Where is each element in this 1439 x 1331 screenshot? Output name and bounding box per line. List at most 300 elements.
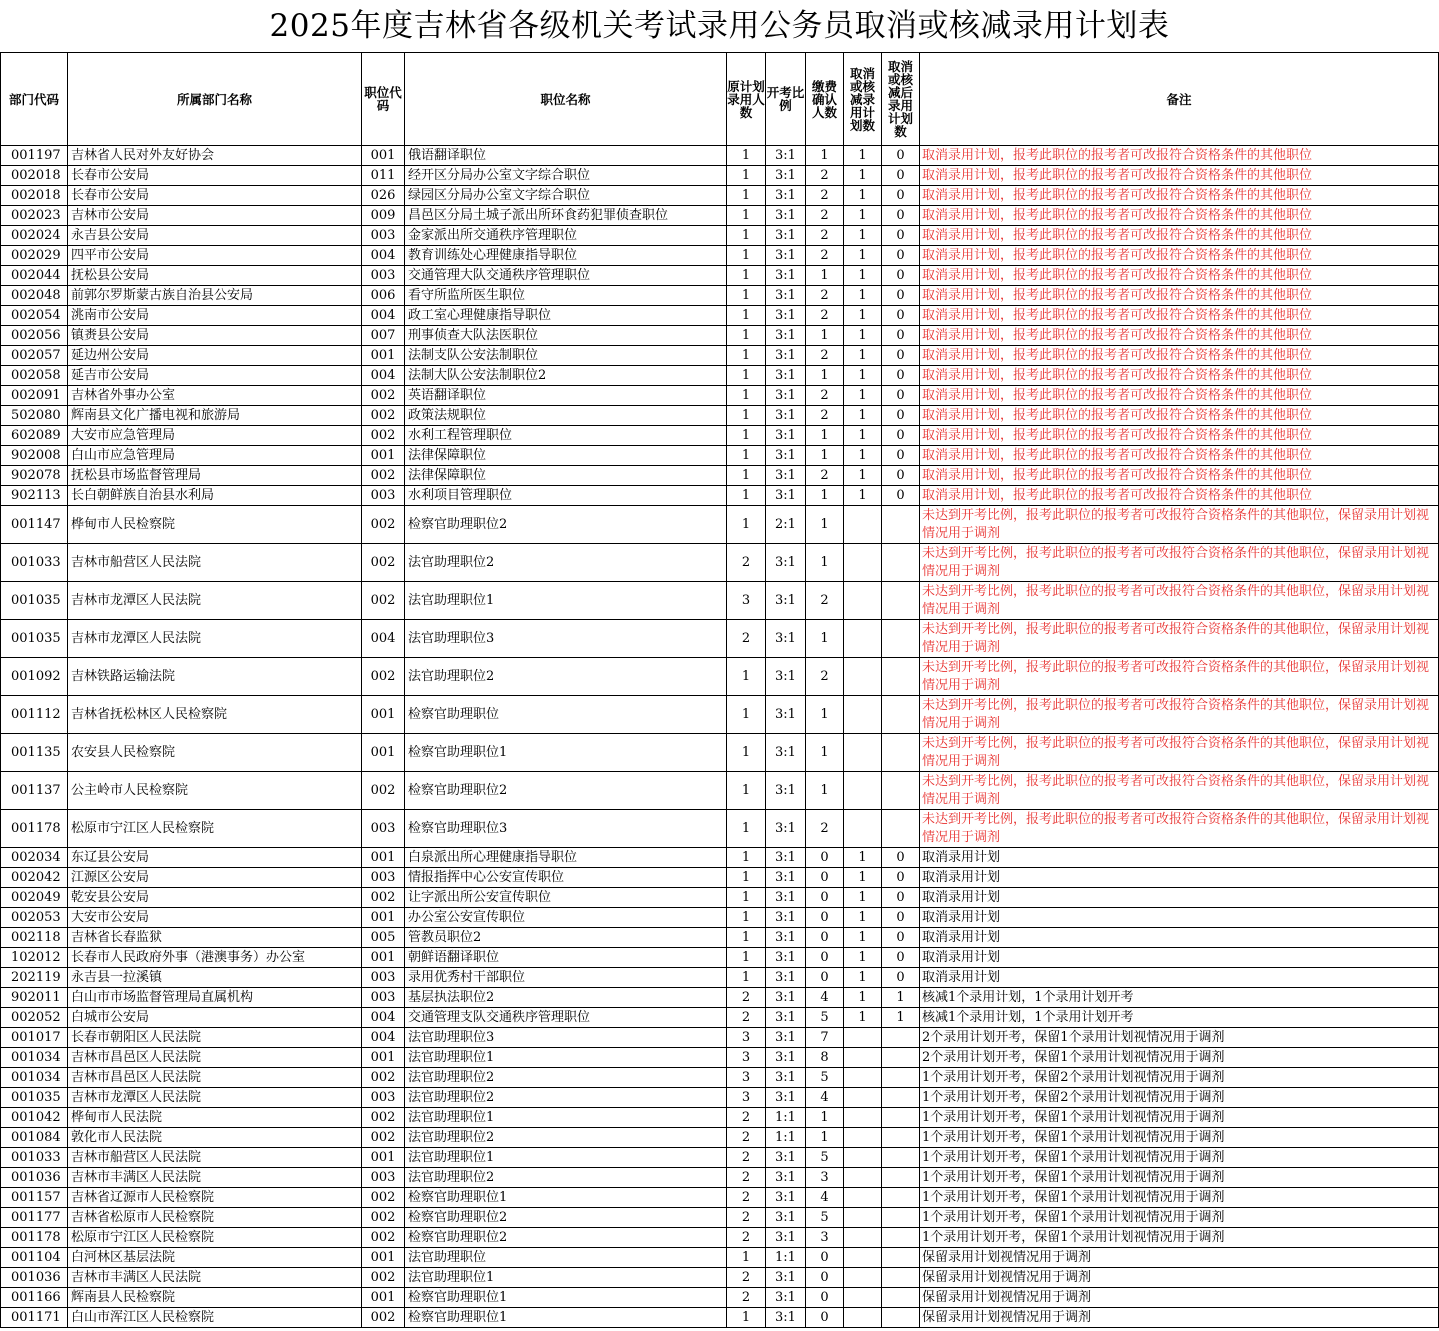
dept-code-cell: 001137 bbox=[1, 772, 68, 810]
original-plan-cell: 1 bbox=[727, 734, 766, 772]
cancelled-count-cell bbox=[844, 1208, 882, 1228]
dept-name-cell: 长春市人民政府外事（港澳事务）办公室 bbox=[68, 948, 362, 968]
header-remarks: 备注 bbox=[920, 53, 1439, 146]
position-code-cell: 002 bbox=[362, 658, 405, 696]
cancelled-count-cell: 1 bbox=[844, 146, 882, 166]
remarks-cell: 未达到开考比例，报考此职位的报考者可改报符合资格条件的其他职位，保留录用计划视情况用于调剂 bbox=[920, 582, 1439, 620]
table-row bbox=[1, 246, 1439, 266]
cancelled-count-cell: 1 bbox=[844, 948, 882, 968]
dept-code-cell: 002024 bbox=[1, 226, 68, 246]
dept-name-cell: 吉林市龙潭区人民法院 bbox=[68, 620, 362, 658]
original-plan-cell: 2 bbox=[727, 988, 766, 1008]
dept-name-cell: 农安县人民检察院 bbox=[68, 734, 362, 772]
cancelled-count-cell: 1 bbox=[844, 908, 882, 928]
dept-code-cell: 001084 bbox=[1, 1128, 68, 1148]
position-code-cell: 003 bbox=[362, 486, 405, 506]
dept-name-cell: 永吉县一拉溪镇 bbox=[68, 968, 362, 988]
original-plan-cell: 2 bbox=[727, 1148, 766, 1168]
cancelled-count-cell bbox=[844, 1168, 882, 1188]
remaining-count-cell bbox=[882, 1268, 920, 1288]
remaining-count-cell: 0 bbox=[882, 848, 920, 868]
remaining-count-cell: 0 bbox=[882, 446, 920, 466]
dept-code-cell: 002018 bbox=[1, 166, 68, 186]
position-name-cell: 法官助理职位1 bbox=[405, 1148, 727, 1168]
exam-ratio-cell: 3:1 bbox=[766, 620, 806, 658]
dept-name-cell: 吉林市昌邑区人民法院 bbox=[68, 1068, 362, 1088]
cancelled-count-cell bbox=[844, 734, 882, 772]
remarks-cell: 取消录用计划 bbox=[920, 868, 1439, 888]
remarks-cell: 取消录用计划，报考此职位的报考者可改报符合资格条件的其他职位 bbox=[920, 206, 1439, 226]
confirmed-count-cell: 0 bbox=[806, 868, 844, 888]
table-row bbox=[1, 772, 1439, 810]
cancelled-count-cell: 1 bbox=[844, 206, 882, 226]
dept-code-cell: 001178 bbox=[1, 1228, 68, 1248]
confirmed-count-cell: 1 bbox=[806, 266, 844, 286]
remarks-cell: 1个录用计划开考，保留1个录用计划视情况用于调剂 bbox=[920, 1148, 1439, 1168]
cancelled-count-cell bbox=[844, 1308, 882, 1328]
cancelled-count-cell bbox=[844, 1128, 882, 1148]
original-plan-cell: 1 bbox=[727, 848, 766, 868]
remarks-cell: 保留录用计划视情况用于调剂 bbox=[920, 1288, 1439, 1308]
header-cancelled-count: 取消或核减录用计划数 bbox=[844, 53, 882, 146]
remarks-cell: 取消录用计划 bbox=[920, 968, 1439, 988]
position-code-cell: 004 bbox=[362, 620, 405, 658]
dept-name-cell: 吉林市昌邑区人民法院 bbox=[68, 1048, 362, 1068]
table-row bbox=[1, 146, 1439, 166]
position-name-cell: 法律保障职位 bbox=[405, 466, 727, 486]
dept-code-cell: 001166 bbox=[1, 1288, 68, 1308]
table-row bbox=[1, 166, 1439, 186]
remaining-count-cell: 0 bbox=[882, 186, 920, 206]
exam-ratio-cell: 3:1 bbox=[766, 696, 806, 734]
cancelled-count-cell bbox=[844, 1028, 882, 1048]
position-code-cell: 003 bbox=[362, 810, 405, 848]
cancelled-count-cell: 1 bbox=[844, 968, 882, 988]
remarks-cell: 未达到开考比例，报考此职位的报考者可改报符合资格条件的其他职位，保留录用计划视情况用于调剂 bbox=[920, 506, 1439, 544]
position-name-cell: 法官助理职位1 bbox=[405, 582, 727, 620]
position-code-cell: 003 bbox=[362, 968, 405, 988]
position-name-cell: 教育训练处心理健康指导职位 bbox=[405, 246, 727, 266]
remarks-cell: 保留录用计划视情况用于调剂 bbox=[920, 1248, 1439, 1268]
exam-ratio-cell: 3:1 bbox=[766, 1048, 806, 1068]
dept-code-cell: 002018 bbox=[1, 186, 68, 206]
table-row bbox=[1, 406, 1439, 426]
remarks-cell: 1个录用计划开考，保留1个录用计划视情况用于调剂 bbox=[920, 1228, 1439, 1248]
table-row bbox=[1, 386, 1439, 406]
position-name-cell: 水利项目管理职位 bbox=[405, 486, 727, 506]
cancelled-count-cell: 1 bbox=[844, 446, 882, 466]
table-row bbox=[1, 1228, 1439, 1248]
dept-code-cell: 002023 bbox=[1, 206, 68, 226]
position-code-cell: 002 bbox=[362, 1108, 405, 1128]
remaining-count-cell: 0 bbox=[882, 426, 920, 446]
remaining-count-cell: 0 bbox=[882, 326, 920, 346]
dept-name-cell: 抚松县市场监督管理局 bbox=[68, 466, 362, 486]
position-code-cell: 006 bbox=[362, 286, 405, 306]
confirmed-count-cell: 2 bbox=[806, 206, 844, 226]
dept-name-cell: 吉林省辽源市人民检察院 bbox=[68, 1188, 362, 1208]
exam-ratio-cell: 3:1 bbox=[766, 306, 806, 326]
table-row bbox=[1, 326, 1439, 346]
dept-name-cell: 白山市应急管理局 bbox=[68, 446, 362, 466]
remaining-count-cell: 0 bbox=[882, 206, 920, 226]
confirmed-count-cell: 1 bbox=[806, 620, 844, 658]
dept-code-cell: 002091 bbox=[1, 386, 68, 406]
exam-ratio-cell: 3:1 bbox=[766, 988, 806, 1008]
exam-ratio-cell: 3:1 bbox=[766, 582, 806, 620]
dept-code-cell: 001197 bbox=[1, 146, 68, 166]
table-row bbox=[1, 466, 1439, 486]
original-plan-cell: 1 bbox=[727, 928, 766, 948]
original-plan-cell: 1 bbox=[727, 346, 766, 366]
confirmed-count-cell: 2 bbox=[806, 466, 844, 486]
exam-ratio-cell: 3:1 bbox=[766, 486, 806, 506]
position-code-cell: 002 bbox=[362, 1188, 405, 1208]
dept-name-cell: 白河林区基层法院 bbox=[68, 1248, 362, 1268]
remarks-cell: 取消录用计划，报考此职位的报考者可改报符合资格条件的其他职位 bbox=[920, 266, 1439, 286]
cancelled-count-cell: 1 bbox=[844, 386, 882, 406]
remarks-cell: 取消录用计划，报考此职位的报考者可改报符合资格条件的其他职位 bbox=[920, 166, 1439, 186]
cancelled-count-cell: 1 bbox=[844, 848, 882, 868]
remaining-count-cell: 0 bbox=[882, 386, 920, 406]
dept-name-cell: 桦甸市人民法院 bbox=[68, 1108, 362, 1128]
table-row bbox=[1, 968, 1439, 988]
header-exam-ratio: 开考比例 bbox=[766, 53, 806, 146]
dept-name-cell: 吉林省长春监狱 bbox=[68, 928, 362, 948]
dept-code-cell: 001177 bbox=[1, 1208, 68, 1228]
original-plan-cell: 1 bbox=[727, 868, 766, 888]
remaining-count-cell bbox=[882, 696, 920, 734]
exam-ratio-cell: 3:1 bbox=[766, 1068, 806, 1088]
position-code-cell: 004 bbox=[362, 366, 405, 386]
dept-name-cell: 桦甸市人民检察院 bbox=[68, 506, 362, 544]
position-name-cell: 交通管理支队交通秩序管理职位 bbox=[405, 1008, 727, 1028]
dept-name-cell: 辉南县人民检察院 bbox=[68, 1288, 362, 1308]
dept-name-cell: 东辽县公安局 bbox=[68, 848, 362, 868]
dept-code-cell: 001035 bbox=[1, 620, 68, 658]
table-row bbox=[1, 346, 1439, 366]
remaining-count-cell bbox=[882, 1088, 920, 1108]
remaining-count-cell: 0 bbox=[882, 166, 920, 186]
position-name-cell: 法制大队公安法制职位2 bbox=[405, 366, 727, 386]
position-name-cell: 管教员职位2 bbox=[405, 928, 727, 948]
exam-ratio-cell: 3:1 bbox=[766, 266, 806, 286]
exam-ratio-cell: 3:1 bbox=[766, 1168, 806, 1188]
dept-code-cell: 001033 bbox=[1, 1148, 68, 1168]
exam-ratio-cell: 3:1 bbox=[766, 888, 806, 908]
original-plan-cell: 1 bbox=[727, 146, 766, 166]
table-row bbox=[1, 1288, 1439, 1308]
table-row bbox=[1, 810, 1439, 848]
remaining-count-cell: 0 bbox=[882, 868, 920, 888]
original-plan-cell: 2 bbox=[727, 1268, 766, 1288]
cancelled-count-cell: 1 bbox=[844, 186, 882, 206]
dept-code-cell: 001035 bbox=[1, 1088, 68, 1108]
confirmed-count-cell: 1 bbox=[806, 696, 844, 734]
confirmed-count-cell: 2 bbox=[806, 810, 844, 848]
exam-ratio-cell: 3:1 bbox=[766, 1308, 806, 1328]
original-plan-cell: 2 bbox=[727, 1108, 766, 1128]
original-plan-cell: 1 bbox=[727, 658, 766, 696]
cancelled-count-cell bbox=[844, 506, 882, 544]
original-plan-cell: 3 bbox=[727, 1048, 766, 1068]
exam-ratio-cell: 3:1 bbox=[766, 1288, 806, 1308]
exam-ratio-cell: 3:1 bbox=[766, 1208, 806, 1228]
remarks-cell: 1个录用计划开考，保留1个录用计划视情况用于调剂 bbox=[920, 1128, 1439, 1148]
table-row bbox=[1, 888, 1439, 908]
position-code-cell: 002 bbox=[362, 888, 405, 908]
position-name-cell: 交通管理大队交通秩序管理职位 bbox=[405, 266, 727, 286]
confirmed-count-cell: 1 bbox=[806, 446, 844, 466]
original-plan-cell: 1 bbox=[727, 226, 766, 246]
confirmed-count-cell: 1 bbox=[806, 426, 844, 446]
cancelled-count-cell bbox=[844, 1148, 882, 1168]
remaining-count-cell bbox=[882, 1048, 920, 1068]
table-row bbox=[1, 506, 1439, 544]
cancelled-count-cell: 1 bbox=[844, 346, 882, 366]
remarks-cell: 取消录用计划，报考此职位的报考者可改报符合资格条件的其他职位 bbox=[920, 486, 1439, 506]
confirmed-count-cell: 3 bbox=[806, 1228, 844, 1248]
remaining-count-cell bbox=[882, 1108, 920, 1128]
position-name-cell: 检察官助理职位3 bbox=[405, 810, 727, 848]
exam-ratio-cell: 3:1 bbox=[766, 1228, 806, 1248]
dept-code-cell: 001035 bbox=[1, 582, 68, 620]
remarks-cell: 取消录用计划 bbox=[920, 948, 1439, 968]
exam-ratio-cell: 3:1 bbox=[766, 1268, 806, 1288]
original-plan-cell: 1 bbox=[727, 426, 766, 446]
remaining-count-cell: 0 bbox=[882, 888, 920, 908]
dept-name-cell: 长春市朝阳区人民法院 bbox=[68, 1028, 362, 1048]
dept-code-cell: 902011 bbox=[1, 988, 68, 1008]
cancelled-count-cell bbox=[844, 1268, 882, 1288]
remarks-cell: 取消录用计划，报考此职位的报考者可改报符合资格条件的其他职位 bbox=[920, 406, 1439, 426]
dept-code-cell: 102012 bbox=[1, 948, 68, 968]
remarks-cell: 未达到开考比例，报考此职位的报考者可改报符合资格条件的其他职位，保留录用计划视情况用于调剂 bbox=[920, 620, 1439, 658]
original-plan-cell: 1 bbox=[727, 286, 766, 306]
original-plan-cell: 2 bbox=[727, 620, 766, 658]
position-code-cell: 002 bbox=[362, 1228, 405, 1248]
original-plan-cell: 1 bbox=[727, 206, 766, 226]
cancelled-count-cell bbox=[844, 544, 882, 582]
table-row bbox=[1, 658, 1439, 696]
original-plan-cell: 1 bbox=[727, 908, 766, 928]
confirmed-count-cell: 0 bbox=[806, 888, 844, 908]
position-code-cell: 002 bbox=[362, 772, 405, 810]
confirmed-count-cell: 1 bbox=[806, 486, 844, 506]
confirmed-count-cell: 0 bbox=[806, 1288, 844, 1308]
position-name-cell: 法官助理职位3 bbox=[405, 1028, 727, 1048]
table-row bbox=[1, 186, 1439, 206]
original-plan-cell: 2 bbox=[727, 1008, 766, 1028]
original-plan-cell: 1 bbox=[727, 948, 766, 968]
position-code-cell: 002 bbox=[362, 386, 405, 406]
remaining-count-cell: 0 bbox=[882, 928, 920, 948]
cancelled-count-cell: 1 bbox=[844, 988, 882, 1008]
table-row bbox=[1, 928, 1439, 948]
position-code-cell: 001 bbox=[362, 1288, 405, 1308]
remaining-count-cell: 0 bbox=[882, 406, 920, 426]
position-code-cell: 001 bbox=[362, 1048, 405, 1068]
position-name-cell: 政工室心理健康指导职位 bbox=[405, 306, 727, 326]
original-plan-cell: 1 bbox=[727, 506, 766, 544]
remaining-count-cell bbox=[882, 1308, 920, 1328]
original-plan-cell: 1 bbox=[727, 810, 766, 848]
remaining-count-cell: 0 bbox=[882, 968, 920, 988]
remaining-count-cell bbox=[882, 1208, 920, 1228]
remaining-count-cell: 0 bbox=[882, 286, 920, 306]
remarks-cell: 1个录用计划开考，保留1个录用计划视情况用于调剂 bbox=[920, 1208, 1439, 1228]
dept-code-cell: 001036 bbox=[1, 1168, 68, 1188]
dept-code-cell: 002052 bbox=[1, 1008, 68, 1028]
table-row bbox=[1, 1308, 1439, 1328]
exam-ratio-cell: 3:1 bbox=[766, 928, 806, 948]
position-name-cell: 法官助理职位2 bbox=[405, 1168, 727, 1188]
table-row bbox=[1, 988, 1439, 1008]
position-name-cell: 法律保障职位 bbox=[405, 446, 727, 466]
position-code-cell: 004 bbox=[362, 306, 405, 326]
position-name-cell: 昌邑区分局土城子派出所环食药犯罪侦查职位 bbox=[405, 206, 727, 226]
dept-code-cell: 602089 bbox=[1, 426, 68, 446]
cancelled-count-cell bbox=[844, 1088, 882, 1108]
position-name-cell: 刑事侦查大队法医职位 bbox=[405, 326, 727, 346]
dept-name-cell: 长白朝鲜族自治县水利局 bbox=[68, 486, 362, 506]
remaining-count-cell: 0 bbox=[882, 346, 920, 366]
dept-code-cell: 202119 bbox=[1, 968, 68, 988]
confirmed-count-cell: 7 bbox=[806, 1028, 844, 1048]
exam-ratio-cell: 3:1 bbox=[766, 466, 806, 486]
exam-ratio-cell: 3:1 bbox=[766, 658, 806, 696]
confirmed-count-cell: 5 bbox=[806, 1008, 844, 1028]
remaining-count-cell bbox=[882, 582, 920, 620]
confirmed-count-cell: 2 bbox=[806, 166, 844, 186]
dept-name-cell: 延边州公安局 bbox=[68, 346, 362, 366]
dept-name-cell: 大安市应急管理局 bbox=[68, 426, 362, 446]
cancelled-count-cell bbox=[844, 772, 882, 810]
table-row bbox=[1, 266, 1439, 286]
remarks-cell: 未达到开考比例，报考此职位的报考者可改报符合资格条件的其他职位，保留录用计划视情况用于调剂 bbox=[920, 772, 1439, 810]
confirmed-count-cell: 1 bbox=[806, 326, 844, 346]
table-row bbox=[1, 1148, 1439, 1168]
cancelled-count-cell bbox=[844, 1228, 882, 1248]
plan-table bbox=[0, 52, 1439, 1328]
cancelled-count-cell: 1 bbox=[844, 246, 882, 266]
confirmed-count-cell: 2 bbox=[806, 658, 844, 696]
position-name-cell: 法官助理职位1 bbox=[405, 1048, 727, 1068]
exam-ratio-cell: 3:1 bbox=[766, 366, 806, 386]
dept-name-cell: 江源区公安局 bbox=[68, 868, 362, 888]
dept-code-cell: 001033 bbox=[1, 544, 68, 582]
dept-code-cell: 902078 bbox=[1, 466, 68, 486]
original-plan-cell: 2 bbox=[727, 1228, 766, 1248]
header-original-plan: 原计划录用人数 bbox=[727, 53, 766, 146]
confirmed-count-cell: 3 bbox=[806, 1168, 844, 1188]
cancelled-count-cell: 1 bbox=[844, 406, 882, 426]
dept-name-cell: 前郭尔罗斯蒙古族自治县公安局 bbox=[68, 286, 362, 306]
dept-name-cell: 吉林铁路运输法院 bbox=[68, 658, 362, 696]
position-code-cell: 001 bbox=[362, 908, 405, 928]
remarks-cell: 1个录用计划开考，保留1个录用计划视情况用于调剂 bbox=[920, 1168, 1439, 1188]
original-plan-cell: 3 bbox=[727, 1028, 766, 1048]
original-plan-cell: 1 bbox=[727, 446, 766, 466]
confirmed-count-cell: 2 bbox=[806, 226, 844, 246]
cancelled-count-cell: 1 bbox=[844, 326, 882, 346]
position-code-cell: 001 bbox=[362, 734, 405, 772]
remaining-count-cell bbox=[882, 810, 920, 848]
original-plan-cell: 2 bbox=[727, 1208, 766, 1228]
dept-name-cell: 镇赉县公安局 bbox=[68, 326, 362, 346]
remarks-cell: 1个录用计划开考，保留2个录用计划视情况用于调剂 bbox=[920, 1068, 1439, 1088]
exam-ratio-cell: 3:1 bbox=[766, 1188, 806, 1208]
confirmed-count-cell: 1 bbox=[806, 1128, 844, 1148]
table-row bbox=[1, 1268, 1439, 1288]
dept-code-cell: 002053 bbox=[1, 908, 68, 928]
remarks-cell: 取消录用计划，报考此职位的报考者可改报符合资格条件的其他职位 bbox=[920, 286, 1439, 306]
position-name-cell: 法官助理职位2 bbox=[405, 1088, 727, 1108]
dept-code-cell: 001042 bbox=[1, 1108, 68, 1128]
remarks-cell: 取消录用计划，报考此职位的报考者可改报符合资格条件的其他职位 bbox=[920, 246, 1439, 266]
position-code-cell: 002 bbox=[362, 406, 405, 426]
table-row bbox=[1, 206, 1439, 226]
dept-code-cell: 002049 bbox=[1, 888, 68, 908]
confirmed-count-cell: 1 bbox=[806, 734, 844, 772]
position-name-cell: 绿园区分局办公室文字综合职位 bbox=[405, 186, 727, 206]
confirmed-count-cell: 1 bbox=[806, 146, 844, 166]
original-plan-cell: 1 bbox=[727, 166, 766, 186]
table-row bbox=[1, 1188, 1439, 1208]
remaining-count-cell: 0 bbox=[882, 306, 920, 326]
dept-name-cell: 吉林省外事办公室 bbox=[68, 386, 362, 406]
cancelled-count-cell bbox=[844, 810, 882, 848]
dept-name-cell: 吉林市公安局 bbox=[68, 206, 362, 226]
original-plan-cell: 2 bbox=[727, 1128, 766, 1148]
position-name-cell: 看守所监所医生职位 bbox=[405, 286, 727, 306]
table-row bbox=[1, 286, 1439, 306]
cancelled-count-cell bbox=[844, 1248, 882, 1268]
remaining-count-cell: 0 bbox=[882, 146, 920, 166]
header-dept-name: 所属部门名称 bbox=[68, 53, 362, 146]
table-row bbox=[1, 426, 1439, 446]
remaining-count-cell bbox=[882, 1288, 920, 1308]
dept-code-cell: 001157 bbox=[1, 1188, 68, 1208]
dept-name-cell: 吉林省抚松林区人民检察院 bbox=[68, 696, 362, 734]
table-row bbox=[1, 1108, 1439, 1128]
confirmed-count-cell: 0 bbox=[806, 1268, 844, 1288]
remarks-cell: 1个录用计划开考，保留1个录用计划视情况用于调剂 bbox=[920, 1188, 1439, 1208]
exam-ratio-cell: 1:1 bbox=[766, 1108, 806, 1128]
exam-ratio-cell: 3:1 bbox=[766, 544, 806, 582]
remarks-cell: 未达到开考比例，报考此职位的报考者可改报符合资格条件的其他职位，保留录用计划视情况用于调剂 bbox=[920, 696, 1439, 734]
position-code-cell: 011 bbox=[362, 166, 405, 186]
exam-ratio-cell: 3:1 bbox=[766, 772, 806, 810]
table-row bbox=[1, 696, 1439, 734]
position-name-cell: 朝鲜语翻译职位 bbox=[405, 948, 727, 968]
cancelled-count-cell bbox=[844, 658, 882, 696]
exam-ratio-cell: 3:1 bbox=[766, 1028, 806, 1048]
dept-code-cell: 902008 bbox=[1, 446, 68, 466]
remarks-cell: 未达到开考比例，报考此职位的报考者可改报符合资格条件的其他职位，保留录用计划视情况用于调剂 bbox=[920, 734, 1439, 772]
table-row bbox=[1, 1068, 1439, 1088]
dept-code-cell: 002042 bbox=[1, 868, 68, 888]
cancelled-count-cell: 1 bbox=[844, 1008, 882, 1028]
exam-ratio-cell: 3:1 bbox=[766, 868, 806, 888]
confirmed-count-cell: 2 bbox=[806, 406, 844, 426]
dept-name-cell: 公主岭市人民检察院 bbox=[68, 772, 362, 810]
table-row bbox=[1, 1048, 1439, 1068]
position-code-cell: 002 bbox=[362, 426, 405, 446]
remarks-cell: 取消录用计划，报考此职位的报考者可改报符合资格条件的其他职位 bbox=[920, 186, 1439, 206]
dept-code-cell: 001017 bbox=[1, 1028, 68, 1048]
position-code-cell: 026 bbox=[362, 186, 405, 206]
